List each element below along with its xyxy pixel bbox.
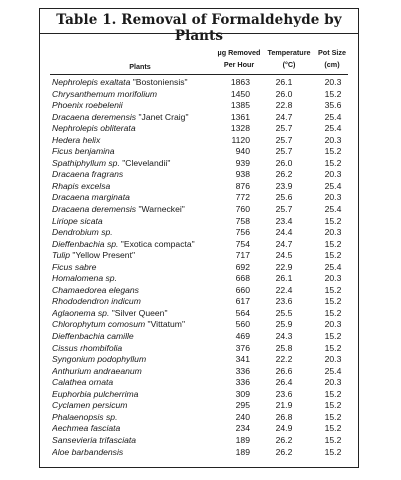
table-row (40, 169, 358, 181)
plant-name-cell (52, 366, 212, 378)
ug-removed-cell: 234 (235, 423, 250, 434)
plant-cultivar: "Silver Queen" (111, 307, 168, 318)
ug-removed-cell: 1863 (230, 77, 250, 87)
pot-size-cell: 20.3 (324, 77, 342, 87)
table-row (40, 239, 358, 251)
header-temp-line1: Temperature (267, 48, 311, 57)
plant-name-cell (52, 158, 212, 170)
plant-name-cell (52, 169, 212, 181)
plant-species: Nephrolepis obliterata (52, 123, 136, 134)
pot-size-cell: 25.4 (324, 365, 342, 376)
header-plants-label: Plants (129, 62, 151, 71)
ug-removed-cell: 564 (235, 307, 250, 318)
plant-name-cell (52, 192, 212, 204)
plant-species: Phalaenopsis sp. (52, 411, 118, 422)
pot-size-cell: 20.3 (324, 227, 342, 238)
table-row (40, 273, 358, 285)
ug-removed-cell: 668 (235, 273, 250, 284)
plant-species: Dracaena deremensis (52, 111, 137, 122)
temperature-cell: 26.2 (275, 446, 293, 457)
plant-species: Dracaena marginata (52, 192, 130, 203)
table-row (40, 285, 358, 297)
plant-cultivar: "Janet Craig" (138, 111, 189, 122)
temperature-cell: 22.9 (275, 261, 293, 272)
plant-species: Chamaedorea elegans (52, 284, 139, 295)
pot-size-cell: 20.3 (324, 319, 342, 330)
plant-name-cell (52, 112, 212, 124)
pot-size-cell: 15.2 (324, 423, 342, 434)
pot-size-cell: 15.2 (324, 284, 342, 295)
title-rule (40, 33, 358, 34)
plant-name-cell (52, 135, 212, 147)
pot-size-cell: 25.4 (324, 180, 342, 191)
plant-species: Nephrolepis exaltata (52, 77, 131, 87)
pot-size-cell: 15.2 (324, 157, 342, 168)
pot-size-cell: 20.3 (324, 377, 342, 388)
ug-removed-cell: 756 (235, 227, 250, 238)
table-row (40, 354, 358, 366)
plant-name-cell (52, 412, 212, 424)
plant-species: Dendrobium sp. (52, 227, 113, 238)
temperature-cell: 26.8 (275, 411, 293, 422)
pot-size-cell: 20.3 (324, 273, 342, 284)
pot-size-cell: 20.3 (324, 134, 342, 145)
ug-removed-cell: 469 (235, 331, 250, 342)
temperature-cell: 22.2 (275, 354, 293, 365)
plant-species: Chrysanthemum morifolium (52, 88, 158, 99)
ug-removed-cell: 617 (235, 296, 250, 307)
plant-name-cell (52, 377, 212, 389)
ug-removed-cell: 336 (235, 365, 250, 376)
plant-species: Euphorbia pulcherrima (52, 388, 139, 399)
table-row (40, 366, 358, 378)
pot-size-cell: 15.2 (324, 250, 342, 261)
ug-removed-cell: 1385 (230, 100, 250, 111)
plant-name-cell (52, 216, 212, 228)
plant-name-cell (52, 204, 212, 216)
table-row (40, 412, 358, 424)
plant-name-cell (52, 100, 212, 112)
plant-species: Dieffenbachia camille (52, 331, 134, 342)
header-rule (50, 74, 348, 75)
header-pot-line2: (cm) (324, 60, 340, 69)
temperature-cell: 26.1 (275, 77, 293, 87)
temperature-cell: 26.4 (275, 377, 293, 388)
pot-size-cell: 15.2 (324, 238, 342, 249)
header-temp-line2: (°C) (282, 60, 296, 69)
table-row (40, 331, 358, 343)
temperature-cell: 25.7 (275, 134, 293, 145)
ug-removed-cell: 660 (235, 284, 250, 295)
pot-size-cell: 35.6 (324, 100, 342, 111)
temperature-cell: 26.6 (275, 365, 293, 376)
header-pot-size (312, 47, 352, 71)
ug-removed-cell: 717 (235, 250, 250, 261)
temperature-cell: 24.7 (275, 111, 293, 122)
pot-size-cell: 20.3 (324, 169, 342, 180)
plant-cultivar: "Clevelandii" (122, 157, 171, 168)
table-row (40, 435, 358, 447)
ug-removed-cell: 940 (235, 146, 250, 157)
plant-species: Anthurium andraeanum (52, 365, 142, 376)
temperature-cell: 25.7 (275, 146, 293, 157)
plant-species: Spathiphyllum sp. (52, 157, 120, 168)
plant-cultivar: "Bostoniensis" (132, 77, 188, 87)
plant-name-cell (52, 181, 212, 193)
plant-species: Ficus benjamina (52, 146, 115, 157)
temperature-cell: 22.4 (275, 284, 293, 295)
table-row (40, 146, 358, 158)
temperature-cell: 24.5 (275, 250, 293, 261)
temperature-cell: 26.0 (275, 157, 293, 168)
pot-size-cell: 15.2 (324, 446, 342, 457)
plant-species: Dieffenbachia sp. (52, 238, 119, 249)
ug-removed-cell: 939 (235, 157, 250, 168)
ug-removed-cell: 760 (235, 204, 250, 215)
plant-species: Chlorophytum comosum (52, 319, 146, 330)
formaldehyde-table (39, 8, 359, 468)
table-body (40, 77, 358, 458)
temperature-cell: 24.9 (275, 423, 293, 434)
table-row (40, 112, 358, 124)
ug-removed-cell: 560 (235, 319, 250, 330)
plant-species: Sansevieria trifasciata (52, 434, 137, 445)
header-temperature (264, 47, 314, 71)
table-row (40, 158, 358, 170)
ug-removed-cell: 1120 (231, 134, 250, 145)
plant-species: Liriope sicata (52, 215, 103, 226)
temperature-cell: 25.7 (275, 204, 293, 215)
plant-species: Dracaena fragrans (52, 169, 124, 180)
plant-name-cell (52, 319, 212, 331)
plant-species: Phoenix roebelenii (52, 100, 123, 111)
table-row (40, 447, 358, 459)
table-row (40, 400, 358, 412)
temperature-cell: 23.6 (275, 388, 293, 399)
pot-size-cell: 15.2 (324, 434, 342, 445)
temperature-cell: 25.7 (275, 123, 293, 134)
plant-species: Aloe barbandensis (52, 446, 124, 457)
ug-removed-cell: 240 (235, 411, 250, 422)
header-ug-removed (210, 47, 268, 71)
table-row (40, 216, 358, 228)
plant-name-cell (52, 389, 212, 401)
temperature-cell: 23.6 (275, 296, 293, 307)
ug-removed-cell: 336 (235, 377, 250, 388)
temperature-cell: 25.9 (275, 319, 293, 330)
pot-size-cell: 15.2 (324, 388, 342, 399)
plant-species: Cyclamen persicum (52, 400, 128, 411)
temperature-cell: 26.2 (275, 434, 293, 445)
table-title: Table 1. Removal of Formaldehyde by Plants (56, 12, 342, 44)
temperature-cell: 23.9 (275, 180, 293, 191)
temperature-cell: 26.0 (275, 88, 293, 99)
ug-removed-cell: 295 (235, 400, 250, 411)
pot-size-cell: 25.4 (324, 204, 342, 215)
pot-size-cell: 25.4 (324, 123, 342, 134)
temperature-cell: 25.6 (275, 192, 293, 203)
table-row (40, 89, 358, 101)
plant-species: Calathea ornata (52, 377, 114, 388)
table-row (40, 377, 358, 389)
pot-size-cell: 15.2 (324, 331, 342, 342)
ug-removed-cell: 938 (235, 169, 250, 180)
plant-cultivar: "Yellow Present" (72, 250, 136, 261)
temperature-cell: 22.8 (275, 100, 293, 111)
pot-size-cell: 15.2 (324, 215, 342, 226)
plant-name-cell (52, 239, 212, 251)
pot-size-cell: 25.4 (324, 261, 342, 272)
plant-species: Ficus sabre (52, 261, 97, 272)
plant-species: Syngonium podophyllum (52, 354, 147, 365)
plant-name-cell (52, 227, 212, 239)
plant-species: Aglaonema sp. (52, 307, 110, 318)
plant-species: Dracaena deremensis (52, 204, 137, 215)
plant-species: Rhapis excelsa (52, 180, 111, 191)
ug-removed-cell: 309 (235, 388, 250, 399)
table-row (40, 204, 358, 216)
ug-removed-cell: 1361 (230, 111, 250, 122)
plant-cultivar: "Exotica compacta" (120, 238, 195, 249)
header-pot-line1: Pot Size (318, 48, 346, 57)
pot-size-cell: 15.2 (324, 88, 342, 99)
table-row (40, 319, 358, 331)
plant-name-cell (52, 146, 212, 158)
plant-name-cell (52, 296, 212, 308)
header-ug-line2: Per Hour (223, 60, 255, 69)
temperature-cell: 25.5 (275, 307, 293, 318)
table-row (40, 77, 358, 89)
header-plants (110, 61, 170, 73)
table-row (40, 389, 358, 401)
plant-species: Homalomena sp. (52, 273, 117, 284)
table-row (40, 250, 358, 262)
ug-removed-cell: 189 (235, 446, 250, 457)
ug-removed-cell: 692 (235, 261, 250, 272)
ug-removed-cell: 876 (235, 180, 250, 191)
pot-size-cell: 15.2 (324, 342, 342, 353)
table-row (40, 343, 358, 355)
plant-name-cell (52, 435, 212, 447)
plant-species: Aechmea fasciata (52, 423, 121, 434)
pot-size-cell: 20.3 (324, 354, 342, 365)
plant-species: Tulip (52, 250, 70, 261)
table-row (40, 123, 358, 135)
plant-name-cell (52, 400, 212, 412)
plant-cultivar: "Vittatum" (147, 319, 185, 330)
plant-name-cell (52, 423, 212, 435)
plant-name-cell (52, 285, 212, 297)
header-ug-line1: µg Removed (217, 48, 261, 57)
plant-name-cell (52, 343, 212, 355)
plant-species: Hedera helix (52, 134, 101, 145)
plant-name-cell (52, 331, 212, 343)
ug-removed-cell: 758 (235, 215, 250, 226)
temperature-cell: 24.4 (275, 227, 293, 238)
pot-size-cell: 20.3 (324, 192, 342, 203)
plant-name-cell (52, 262, 212, 274)
ug-removed-cell: 772 (235, 192, 250, 203)
plant-name-cell (52, 77, 212, 89)
pot-size-cell: 15.2 (324, 411, 342, 422)
plant-name-cell (52, 250, 212, 262)
plant-name-cell (52, 123, 212, 135)
table-row (40, 296, 358, 308)
table-row (40, 135, 358, 147)
ug-removed-cell: 376 (235, 342, 250, 353)
plant-name-cell (52, 273, 212, 285)
table-row (40, 262, 358, 274)
ug-removed-cell: 1450 (230, 88, 250, 99)
table-row (40, 308, 358, 320)
plant-species: Rhododendron indicum (52, 296, 141, 307)
plant-species: Cissus rhombifolia (52, 342, 123, 353)
pot-size-cell: 15.2 (324, 400, 342, 411)
temperature-cell: 26.1 (275, 273, 293, 284)
pot-size-cell: 15.2 (324, 146, 342, 157)
temperature-cell: 21.9 (275, 400, 293, 411)
temperature-cell: 23.4 (275, 215, 293, 226)
temperature-cell: 26.2 (275, 169, 293, 180)
table-row (40, 227, 358, 239)
ug-removed-cell: 1328 (230, 123, 250, 134)
table-row (40, 423, 358, 435)
plant-name-cell (52, 89, 212, 101)
pot-size-cell: 15.2 (324, 307, 342, 318)
plant-name-cell (52, 354, 212, 366)
plant-name-cell (52, 447, 212, 459)
table-row (40, 100, 358, 112)
pot-size-cell: 25.4 (324, 111, 342, 122)
plant-cultivar: "Warneckei" (138, 204, 185, 215)
temperature-cell: 24.3 (275, 331, 293, 342)
ug-removed-cell: 754 (235, 238, 250, 249)
ug-removed-cell: 341 (235, 354, 250, 365)
pot-size-cell: 15.2 (324, 296, 342, 307)
table-row (40, 181, 358, 193)
table-row (40, 192, 358, 204)
ug-removed-cell: 189 (235, 434, 250, 445)
temperature-cell: 24.7 (275, 238, 293, 249)
temperature-cell: 25.8 (275, 342, 293, 353)
plant-name-cell (52, 308, 212, 320)
